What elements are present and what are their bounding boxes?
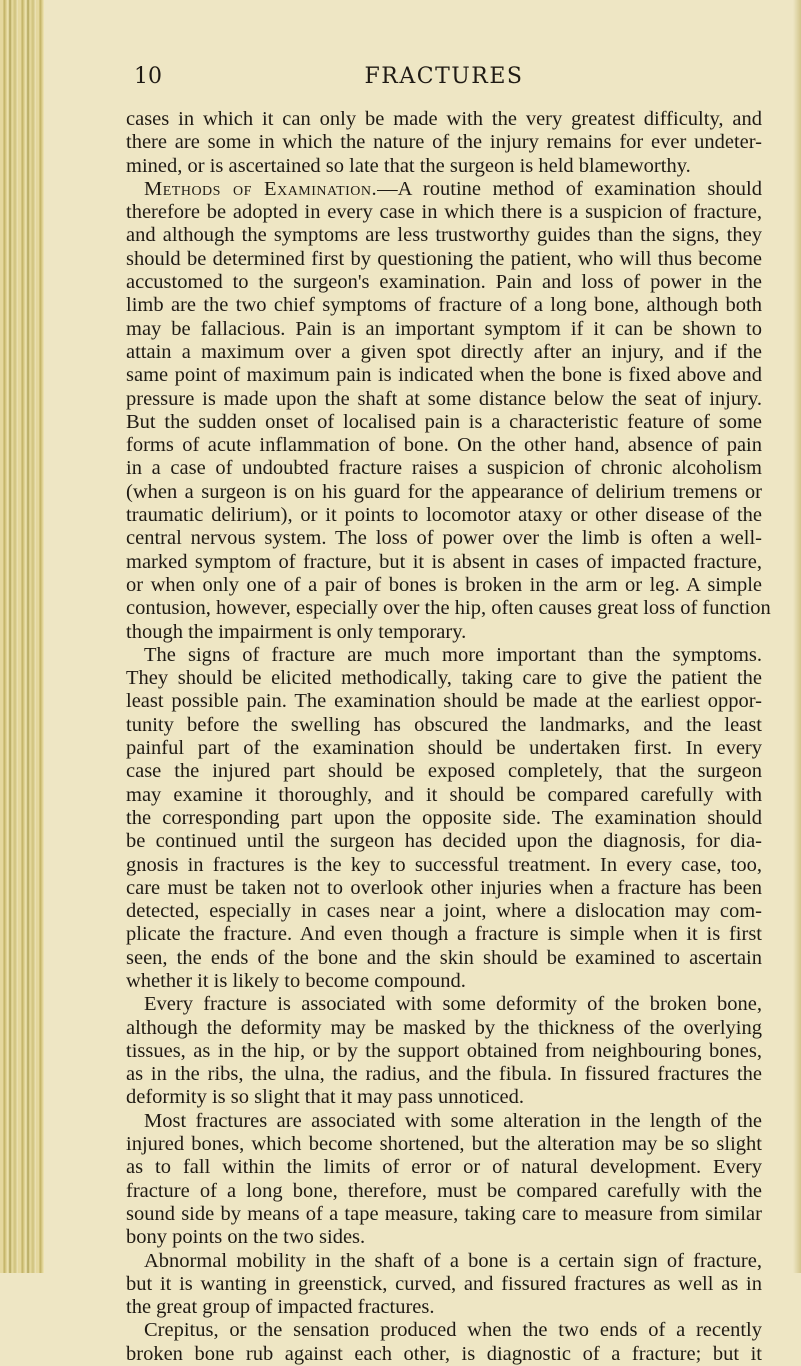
text-line: injured bones, which become shortened, but the alteration may be so slight bbox=[126, 1133, 762, 1156]
book-binding-edge bbox=[0, 0, 44, 1273]
text-line: attain a maximum over a given spot directly after an injury, and if the bbox=[126, 340, 762, 363]
text-line: cases in which it can only be made with the very greatest difficulty, and bbox=[126, 108, 762, 130]
body-text bbox=[126, 108, 771, 1366]
book-page bbox=[126, 58, 771, 1366]
text-line: pressure is made upon the shaft at some distance below the seat of injury. bbox=[126, 387, 762, 410]
text-line: care must be taken not to overlook other injuries when a fracture has been bbox=[126, 876, 762, 899]
text-line: The signs of fracture are much more important than the symptoms. bbox=[144, 643, 762, 666]
text-line: forms of acute inflammation of bone. On the other hand, absence of pain bbox=[126, 434, 762, 457]
text-line: whether it is likely to become compound. bbox=[126, 969, 466, 992]
text-line: case the injured part should be exposed completely, that the surgeon bbox=[126, 760, 762, 783]
text-line: the great group of impacted fractures. bbox=[126, 1296, 435, 1319]
text-line: as in the ribs, the ulna, the radius, and the fibula. In fissured fractures the bbox=[126, 1063, 762, 1086]
section-heading-line bbox=[126, 178, 762, 201]
text-line: central nervous system. The loss of power over the limb is often a well- bbox=[126, 527, 762, 550]
text-line: Most fractures are associated with some alteration in the length of the bbox=[144, 1109, 762, 1132]
text-line: tunity before the swelling has obscured the landmarks, and the least bbox=[126, 713, 762, 736]
text-line: painful part of the examination should be undertaken first. In every bbox=[126, 737, 762, 760]
text-line: least possible pain. The examination should be made at the earliest oppor- bbox=[126, 690, 762, 713]
text-line: there are some in which the nature of the injury remains for ever undeter- bbox=[126, 131, 762, 154]
text-line: Every fracture is associated with some deformity of the broken bone, bbox=[144, 993, 762, 1016]
running-head bbox=[126, 58, 762, 98]
text-line: or when only one of a pair of bones is broken in the arm or leg. A simple bbox=[126, 573, 762, 596]
text-line: traumatic delirium), or it points to locomotor ataxy or other disease of the bbox=[126, 504, 762, 527]
text-line: therefore be adopted in every case in which there is a suspicion of fracture, bbox=[126, 201, 762, 224]
text-line: fracture of a long bone, therefore, must be compared carefully with the bbox=[126, 1179, 762, 1202]
section-heading: Methods of Examination. bbox=[144, 177, 378, 200]
text-line: Crepitus, or the sensation produced when the two ends of a recently bbox=[144, 1319, 762, 1342]
text-line: But the sudden onset of localised pain is a characteristic feature of some bbox=[126, 410, 762, 433]
text-line: tissues, as in the hip, or by the support obtained from neighbouring bones, bbox=[126, 1039, 762, 1062]
text-line: (when a surgeon is on his guard for the appearance of delirium tremens or bbox=[126, 480, 762, 503]
text-line: seen, the ends of the bone and the skin should be examined to ascertain bbox=[126, 946, 762, 969]
text-line: may examine it thoroughly, and it should be compared carefully with bbox=[126, 783, 762, 806]
text-line: contusion, however, especially over the hip, often causes great loss of function bbox=[126, 597, 771, 620]
text-line: —A routine method of examination should bbox=[377, 177, 763, 200]
text-line: detected, especially in cases near a joint, where a dislocation may com- bbox=[126, 900, 762, 923]
text-line: broken bone rub against each other, is diagnostic of a fracture; but it bbox=[126, 1342, 762, 1365]
text-line: bony points on the two sides. bbox=[126, 1226, 366, 1249]
text-line: They should be elicited methodically, taking care to give the patient the bbox=[126, 667, 762, 690]
text-line: though the impairment is only temporary. bbox=[126, 620, 467, 643]
text-line: should be determined first by questioning the patient, who will thus become bbox=[126, 247, 762, 270]
text-line: same point of maximum pain is indicated when the bone is fixed above and bbox=[126, 364, 762, 387]
text-line: as to fall within the limits of error or of natural development. Every bbox=[126, 1156, 762, 1179]
page-edge bbox=[793, 0, 801, 1273]
text-line: but it is wanting in greenstick, curved, and fissured fractures as well as in bbox=[126, 1272, 762, 1295]
text-line: accustomed to the surgeon's examination. Pain and loss of power in the bbox=[126, 271, 762, 294]
text-line: marked symptom of fracture, but it is absent in cases of impacted fracture, bbox=[126, 550, 762, 573]
text-line: plicate the fracture. And even though a fracture is simple when it is first bbox=[126, 923, 762, 946]
text-line: in a case of undoubted fracture raises a suspicion of chronic alcoholism bbox=[126, 457, 762, 480]
text-line: mined, or is ascertained so late that the surgeon is held blameworthy. bbox=[126, 154, 691, 177]
text-line: sound side by means of a tape measure, taking care to measure from similar bbox=[126, 1202, 762, 1225]
text-line: deformity is so slight that it may pass unnoticed. bbox=[126, 1086, 524, 1109]
text-line: Abnormal mobility in the shaft of a bone is a certain sign of fracture, bbox=[144, 1249, 762, 1272]
text-line: gnosis in fractures is the key to successful treatment. In every case, too, bbox=[126, 853, 762, 876]
page-number: 10 bbox=[134, 64, 162, 89]
text-line: be continued until the surgeon has decided upon the diagnosis, for dia- bbox=[126, 830, 762, 853]
text-line: the corresponding part upon the opposite side. The examination should bbox=[126, 806, 762, 829]
text-line: although the deformity may be masked by the thickness of the overlying bbox=[126, 1016, 762, 1039]
text-line: limb are the two chief symptoms of fracture of a long bone, although both bbox=[126, 294, 762, 317]
text-line: may be fallacious. Pain is an important symptom if it can be shown to bbox=[126, 317, 762, 340]
text-line: and although the symptoms are less trustworthy guides than the signs, they bbox=[126, 224, 762, 247]
running-title: FRACTURES bbox=[364, 64, 524, 89]
